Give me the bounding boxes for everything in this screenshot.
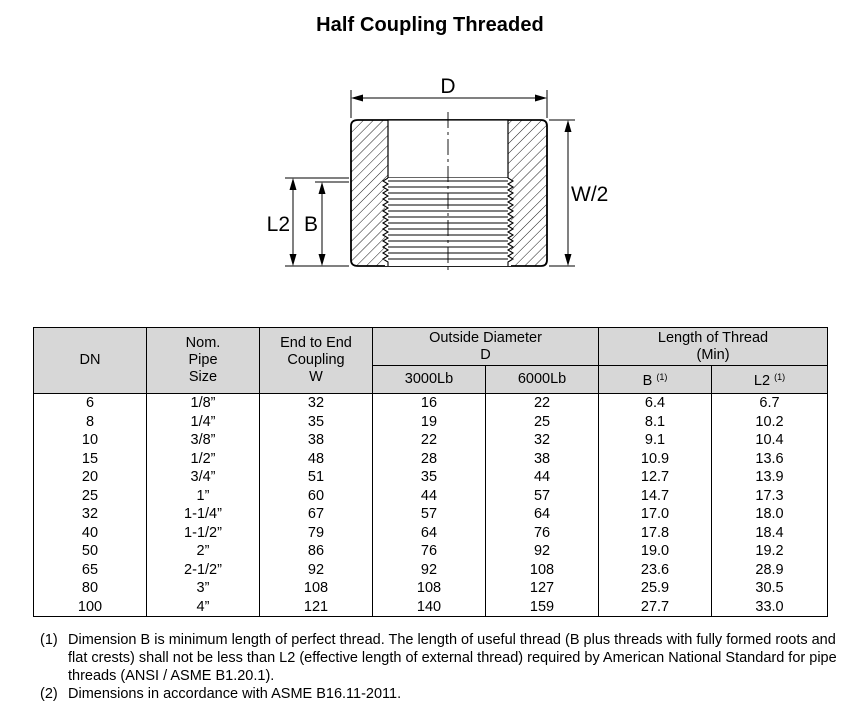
cell-w: 35 bbox=[260, 413, 373, 432]
cell-w: 86 bbox=[260, 542, 373, 561]
footnote-text: Dimension B is minimum length of perfect thread. The length of useful thread (B plus threads with fully formed roots and flat crests) shall not be less than L2 (effective length of external thread) required by American National Standard for pipe threads (ANSI / ASME B1.20.1). bbox=[68, 632, 837, 684]
cell-size: 3/8” bbox=[147, 431, 260, 450]
cell-d6000: 57 bbox=[486, 487, 599, 506]
footnote-text: Dimensions in accordance with ASME B16.11-2011. bbox=[68, 686, 402, 702]
w2-arrow-bottom bbox=[565, 254, 572, 266]
cell-d6000: 92 bbox=[486, 542, 599, 561]
cell-w: 51 bbox=[260, 468, 373, 487]
cell-l2: 13.6 bbox=[712, 450, 828, 469]
footnote-ref: (1) bbox=[656, 372, 668, 382]
cell-w: 92 bbox=[260, 561, 373, 580]
cell-b: 19.0 bbox=[599, 542, 712, 561]
cell-l2: 6.7 bbox=[712, 394, 828, 413]
cell-d3000: 35 bbox=[373, 468, 486, 487]
cell-l2: 17.3 bbox=[712, 487, 828, 506]
cell-size: 1/4” bbox=[147, 413, 260, 432]
cell-dn: 100 bbox=[34, 598, 147, 617]
cell-l2: 10.4 bbox=[712, 431, 828, 450]
cell-b: 25.9 bbox=[599, 579, 712, 598]
cell-size: 1-1/2” bbox=[147, 524, 260, 543]
footnote-2 bbox=[40, 685, 840, 703]
cell-b: 17.0 bbox=[599, 505, 712, 524]
cell-d6000: 159 bbox=[486, 598, 599, 617]
b-arrow-top bbox=[319, 182, 326, 194]
cell-d6000: 127 bbox=[486, 579, 599, 598]
table-row bbox=[34, 598, 828, 617]
cell-l2: 19.2 bbox=[712, 542, 828, 561]
cell-dn: 50 bbox=[34, 542, 147, 561]
b-label: B bbox=[304, 213, 319, 236]
cell-size: 2-1/2” bbox=[147, 561, 260, 580]
cell-d3000: 44 bbox=[373, 487, 486, 506]
dimensions-table bbox=[33, 327, 828, 617]
cell-dn: 25 bbox=[34, 487, 147, 506]
cell-l2: 33.0 bbox=[712, 598, 828, 617]
footnote-1 bbox=[40, 631, 840, 685]
cell-size: 1-1/4” bbox=[147, 505, 260, 524]
header-3000lb: 3000Lb bbox=[373, 366, 486, 394]
d-arrow-left bbox=[351, 95, 363, 102]
cell-b: 14.7 bbox=[599, 487, 712, 506]
cell-d3000: 76 bbox=[373, 542, 486, 561]
cell-d3000: 28 bbox=[373, 450, 486, 469]
w2-arrow-top bbox=[565, 120, 572, 132]
cell-dn: 6 bbox=[34, 394, 147, 413]
cell-size: 3” bbox=[147, 579, 260, 598]
table-row bbox=[34, 468, 828, 487]
l2-arrow-bottom bbox=[290, 254, 297, 266]
cell-d6000: 22 bbox=[486, 394, 599, 413]
cell-b: 10.9 bbox=[599, 450, 712, 469]
cell-d6000: 38 bbox=[486, 450, 599, 469]
cell-size: 3/4” bbox=[147, 468, 260, 487]
footnote-number: (1) bbox=[40, 632, 58, 648]
cell-w: 67 bbox=[260, 505, 373, 524]
l2-arrow-top bbox=[290, 178, 297, 190]
cell-size: 2” bbox=[147, 542, 260, 561]
half-coupling-drawing bbox=[255, 70, 625, 270]
cell-l2: 10.2 bbox=[712, 413, 828, 432]
table-row bbox=[34, 505, 828, 524]
table-row bbox=[34, 487, 828, 506]
cell-d3000: 22 bbox=[373, 431, 486, 450]
header-end-to-end: End to End Coupling W bbox=[260, 328, 373, 394]
table-body bbox=[34, 394, 828, 617]
cell-b: 8.1 bbox=[599, 413, 712, 432]
cell-d6000: 108 bbox=[486, 561, 599, 580]
cell-l2: 18.0 bbox=[712, 505, 828, 524]
cell-size: 1/8” bbox=[147, 394, 260, 413]
header-outside-diameter: Outside Diameter D bbox=[373, 328, 599, 366]
cell-d6000: 44 bbox=[486, 468, 599, 487]
cell-d6000: 76 bbox=[486, 524, 599, 543]
cell-l2: 18.4 bbox=[712, 524, 828, 543]
cell-b: 9.1 bbox=[599, 431, 712, 450]
cell-l2: 28.9 bbox=[712, 561, 828, 580]
cell-dn: 40 bbox=[34, 524, 147, 543]
cell-w: 38 bbox=[260, 431, 373, 450]
cell-w: 60 bbox=[260, 487, 373, 506]
table-row bbox=[34, 542, 828, 561]
header-l2 bbox=[712, 366, 828, 394]
cell-d3000: 19 bbox=[373, 413, 486, 432]
cell-d6000: 25 bbox=[486, 413, 599, 432]
cell-b: 6.4 bbox=[599, 394, 712, 413]
cell-d3000: 57 bbox=[373, 505, 486, 524]
cell-b: 27.7 bbox=[599, 598, 712, 617]
header-l2-label: L2 bbox=[753, 373, 771, 389]
cell-size: 1/2” bbox=[147, 450, 260, 469]
cell-w: 79 bbox=[260, 524, 373, 543]
cell-dn: 32 bbox=[34, 505, 147, 524]
cell-d6000: 64 bbox=[486, 505, 599, 524]
page-title: Half Coupling Threaded bbox=[316, 14, 544, 36]
footnote-number: (2) bbox=[40, 686, 58, 702]
b-arrow-bottom bbox=[319, 254, 326, 266]
cell-d3000: 16 bbox=[373, 394, 486, 413]
cell-w: 108 bbox=[260, 579, 373, 598]
cell-d3000: 92 bbox=[373, 561, 486, 580]
header-nom-pipe-size: Nom. Pipe Size bbox=[147, 328, 260, 394]
table-row bbox=[34, 431, 828, 450]
table-row bbox=[34, 579, 828, 598]
cell-b: 23.6 bbox=[599, 561, 712, 580]
cell-w: 121 bbox=[260, 598, 373, 617]
cell-dn: 15 bbox=[34, 450, 147, 469]
cell-b: 17.8 bbox=[599, 524, 712, 543]
cell-dn: 10 bbox=[34, 431, 147, 450]
footnotes bbox=[40, 631, 840, 703]
cell-d3000: 108 bbox=[373, 579, 486, 598]
header-6000lb: 6000Lb bbox=[486, 366, 599, 394]
cell-d3000: 140 bbox=[373, 598, 486, 617]
cell-d3000: 64 bbox=[373, 524, 486, 543]
cell-w: 32 bbox=[260, 394, 373, 413]
table-row bbox=[34, 450, 828, 469]
table-row bbox=[34, 413, 828, 432]
cell-dn: 20 bbox=[34, 468, 147, 487]
cell-b: 12.7 bbox=[599, 468, 712, 487]
cell-d6000: 32 bbox=[486, 431, 599, 450]
cell-dn: 80 bbox=[34, 579, 147, 598]
table-row bbox=[34, 394, 828, 413]
w2-label: W/2 bbox=[571, 183, 609, 206]
table-row bbox=[34, 561, 828, 580]
cell-dn: 8 bbox=[34, 413, 147, 432]
d-label: D bbox=[440, 75, 456, 98]
cell-size: 4” bbox=[147, 598, 260, 617]
cell-dn: 65 bbox=[34, 561, 147, 580]
cell-l2: 30.5 bbox=[712, 579, 828, 598]
header-dn: DN bbox=[34, 328, 147, 394]
l2-label: L2 bbox=[266, 213, 290, 236]
d-arrow-right bbox=[535, 95, 547, 102]
cell-size: 1” bbox=[147, 487, 260, 506]
header-b-label: B bbox=[642, 373, 653, 389]
table-row bbox=[34, 524, 828, 543]
cell-w: 48 bbox=[260, 450, 373, 469]
header-b bbox=[599, 366, 712, 394]
cell-l2: 13.9 bbox=[712, 468, 828, 487]
footnote-ref: (1) bbox=[774, 372, 786, 382]
header-length-of-thread: Length of Thread (Min) bbox=[599, 328, 828, 366]
